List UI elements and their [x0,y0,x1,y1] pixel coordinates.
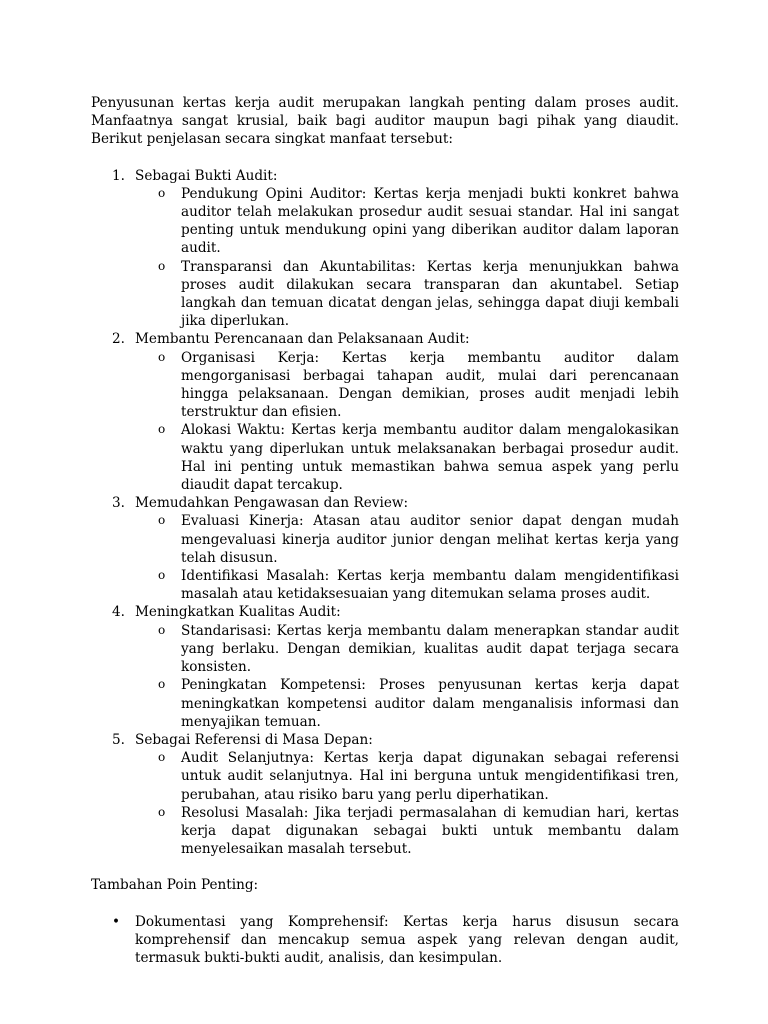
list-item [135,349,679,422]
circle-bullet-icon: o [158,568,166,583]
benefit-section [91,731,679,858]
section-number: 1. [112,167,125,184]
benefit-section [91,603,679,730]
circle-bullet-icon: o [158,258,166,273]
point-list [135,349,679,495]
section-number: 2. [112,331,125,348]
list-item [135,749,679,804]
point-list [135,622,679,731]
list-item [135,567,679,603]
extra-list [91,913,679,968]
circle-bullet-icon: o [158,422,166,437]
benefit-section [91,167,679,331]
point-text: Standarisasi: Kertas kerja membantu dalam menerapkan standar audit yang berlaku. Dengan demikian, kualitas audit dapat terjaga secara konsisten. [181,622,679,676]
intro-paragraph: Penyusunan kertas kerja audit merupakan langkah penting dalam proses audit. Manfaatnya sangat krusial, baik bagi auditor maupun bagi pihak yang diaudit. Berikut penjelasan secara singkat manfaat tersebut: [91,95,679,148]
section-title: Memudahkan Pengawasan dan Review: [135,495,409,512]
list-item [135,622,679,677]
circle-bullet-icon: o [158,677,166,692]
point-text: Audit Selanjutnya: Kertas kerja dapat digunakan sebagai referensi untuk audit selanjutnya. Hal ini berguna untuk mengidentifikasi tren, perubahan, atau risiko baru yang perlu diperhatikan. [181,750,679,803]
list-item [135,512,679,567]
benefit-section [91,330,679,494]
point-text: Alokasi Waktu: Kertas kerja membantu auditor dalam mengalokasikan waktu yang diperlukan untuk melaksanakan berbagai prosedur audit. Hal ini penting untuk memastikan bahwa semua aspek yang perlu diaudit dapat tercakup. [181,422,679,494]
point-text: Pendukung Opini Auditor: Kertas kerja menjadi bukti konkret bahwa auditor telah melakukan prosedur audit sesuai standar. Hal ini sangat penting untuk mendukung opini yang diberikan auditor dalam laporan audit. [181,185,679,257]
list-item [135,421,679,494]
section-number: 3. [112,495,125,512]
circle-bullet-icon: o [158,804,166,819]
point-text: Evaluasi Kinerja: Atasan atau auditor senior dapat dengan mudah mengevaluasi kinerja auditor junior dengan melihat kertas kerja yang telah disusun. [181,513,679,566]
circle-bullet-icon: o [158,349,166,364]
section-title: Sebagai Referensi di Masa Depan: [135,731,373,748]
section-title: Membantu Perencanaan dan Pelaksanaan Audit: [135,331,470,348]
circle-bullet-icon: o [158,513,166,528]
extra-text: Dokumentasi yang Komprehensif: Kertas kerja harus disusun secara komprehensif dan mencakup semua aspek yang relevan dengan audit, termasuk bukti-bukti audit, analisis, dan kesimpulan. [135,913,679,966]
circle-bullet-icon: o [158,185,166,200]
point-list [135,749,679,858]
circle-bullet-icon: o [158,750,166,765]
circle-bullet-icon: o [158,622,166,637]
bullet-dot-icon: • [112,913,121,930]
section-title: Meningkatkan Kualitas Audit: [135,604,341,621]
list-item [91,913,679,968]
point-text: Resolusi Masalah: Jika terjadi permasalahan di kemudian hari, kertas kerja dapat digunakan sebagai bukti untuk membantu dalam menyelesaikan masalah tersebut. [181,804,679,858]
section-number: 4. [112,604,125,621]
benefit-section [91,494,679,603]
point-list [135,185,679,331]
document-body [91,94,679,967]
list-item [135,185,679,258]
list-item [135,804,679,859]
list-item [135,676,679,731]
section-title: Sebagai Bukti Audit: [135,167,278,184]
point-text: Organisasi Kerja: Kertas kerja membantu auditor dalam mengorganisasi berbagai tahapan audit, mulai dari perencanaan hingga pelaksanaan. Dengan demikian, proses audit menjadi lebih terstruktur dan efisien. [181,349,679,421]
section-number: 5. [112,731,125,748]
point-list [135,512,679,603]
point-text: Identifikasi Masalah: Kertas kerja membantu dalam mengidentifikasi masalah atau ketidaksesuaian yang ditemukan selama proses audit. [181,568,679,603]
list-item [135,258,679,331]
benefit-list [91,167,679,859]
point-text: Peningkatan Kompetensi: Proses penyusunan kertas kerja dapat meningkatkan kompetensi auditor dalam menganalisis informasi dan menyajikan temuan. [181,677,679,730]
point-text: Transparansi dan Akuntabilitas: Kertas kerja menunjukkan bahwa proses audit dilakukan secara transparan dan akuntabel. Setiap langkah dan temuan dicatat dengan jelas, sehingga dapat diuji kembali jika diperlukan. [181,258,679,330]
extra-heading: Tambahan Poin Penting: [91,877,259,894]
